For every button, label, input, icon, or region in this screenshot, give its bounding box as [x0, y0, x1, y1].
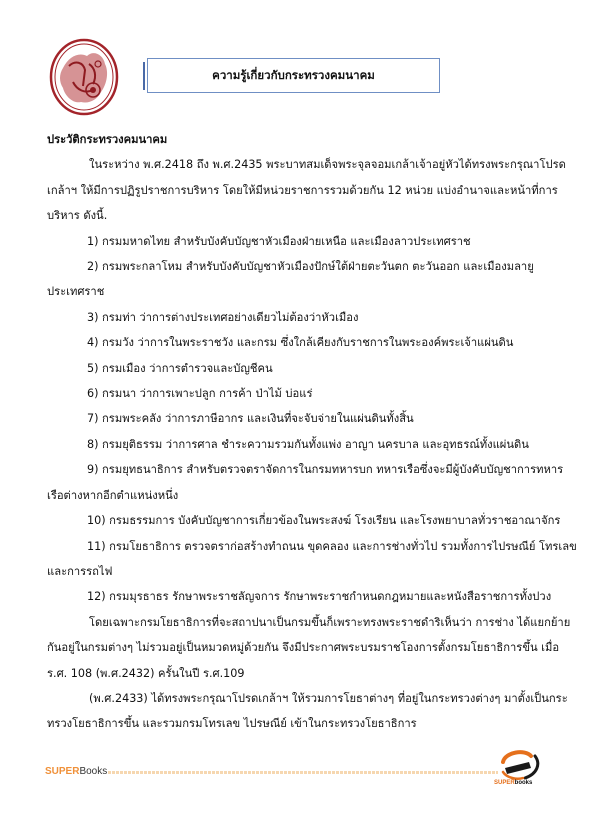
list-item: 8) กรมยุติธรรม ว่าการศาล ชำระความรวมกันทั้งแพ่ง อาญา นครบาล และอุทธรณ์ทั้งแผ่นดิน [87, 437, 529, 451]
footer-brand-super: SUPER [45, 766, 80, 777]
superbooks-logo-text [494, 780, 532, 786]
logo-super: SUPER [494, 780, 515, 786]
paragraph-ministry-founding: (พ.ศ.2433) ได้ทรงพระกรุณาโปรดเกล้าฯ ให้รวมการโยธาต่างๆ ที่อยู่ในกระทรวงต่างๆ มาตั้งเป็นกระทรวงโยธาธิการขึ้น และรวมกรมโทรเลข ไปรษณีย์ เข้าในกระทรวงโยธาธิการ [47, 691, 568, 731]
title-accent-bar [143, 62, 145, 90]
intro-paragraph: ในระหว่าง พ.ศ.2418 ถึง พ.ศ.2435 พระบาทสมเด็จพระจุลจอมเกล้าเจ้าอยู่หัวได้ทรงพระกรุณาโปรดเกล้าฯ ให้มีการปฏิรูปราชการบริหาร โดยให้มีหน่วยราชการรวมด้วยกัน 12 หน่วย แบ่งอำนาจและหน้าที่การบริหาร ดังนี้. [47, 158, 566, 223]
list-item: 12) กรมมุรธาธร รักษาพระราชลัญจการ รักษาพระราชกำหนดกฎหมายและหนังสือราชการทั้งปวง [87, 590, 552, 604]
document-body [47, 127, 577, 737]
document-title: ความรู้เกี่ยวกับกระทรวงคมนาคม [212, 67, 375, 82]
ministry-seal-icon [49, 38, 119, 116]
list-item: 2) กรมพระกลาโหม สำหรับบังคับบัญชาหัวเมืองปักษ์ใต้ฝ่ายตะวันตก ตะวันออก และเมืองมลายูประเทศราช [47, 260, 534, 299]
document-title-box [147, 58, 440, 93]
list-item: 3) กรมท่า ว่าการต่างประเทศอย่างเดียวไม่ต้องว่าหัวเมือง [87, 310, 359, 324]
list-item: 11) กรมโยธาธิการ ตรวจตราก่อสร้างทำถนน ขุดคลอง และการช่างทั่วไป รวมทั้งการไปรษณีย์ โทรเลข และการรถไฟ [47, 539, 577, 578]
list-item: 4) กรมวัง ว่าการในพระราชวัง และกรม ซึ่งใกล้เคียงกับราชการในพระองค์พระเจ้าแผ่นดิน [87, 336, 514, 350]
list-item: 1) กรมมหาดไทย สำหรับบังคับบัญชาหัวเมืองฝ่ายเหนือ และเมืองลาวประเทศราช [87, 234, 471, 248]
paragraph-yothathikan: โดยเฉพาะกรมโยธาธิการที่จะสถาปนาเป็นกรมขึ้นก็เพราะทรงพระราชดำริเห็นว่า การช่าง ได้แยกย้ายกันอยู่ในกรมต่างๆ ไม่รวมอยู่เป็นหมวดหมู่ด้วยกัน จึงมีประกาศพระบรมราชโองการตั้งกรมโยธาธิการขึ้น เมื่อ ร.ศ. 108 (พ.ศ.2432) ครั้นในปี ร.ศ.109 [47, 615, 571, 680]
footer-brand [45, 766, 107, 777]
logo-books: books [514, 780, 533, 786]
footer-dotted-divider [108, 771, 498, 774]
list-item: 7) กรมพระคลัง ว่าการภาษีอากร และเงินที่จะจับจ่ายในแผ่นดินทั้งสิ้น [87, 412, 414, 426]
section-heading: ประวัติกระทรวงคมนาคม [47, 133, 168, 146]
list-item: 6) กรมนา ว่าการเพาะปลูก การค้า ป่าไม้ บ่อแร่ [87, 387, 313, 401]
footer-brand-books: Books [79, 766, 108, 777]
list-item: 9) กรมยุทธนาธิการ สำหรับตรวจตราจัดการในกรมทหารบก ทหารเรือซึ่งจะมีผู้บังคับบัญชาการทหารเรือต่างหากอีกตำแหน่งหนึ่ง [47, 463, 564, 502]
list-item: 5) กรมเมือง ว่าการตำรวจและบัญชีคน [87, 361, 273, 375]
list-item: 10) กรมธรรมการ บังคับบัญชาการเกี่ยวข้องในพระสงฆ์ โรงเรียน และโรงพยาบาลทั่วราชอาณาจักร [87, 514, 561, 528]
